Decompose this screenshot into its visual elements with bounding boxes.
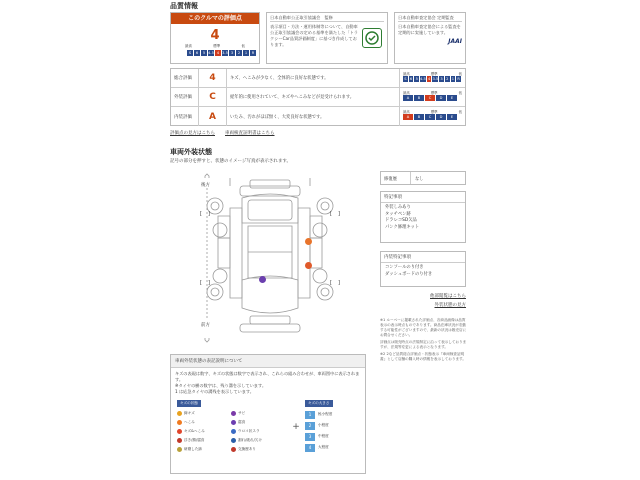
- jaai-box: [394, 12, 466, 64]
- repair-value: なし: [415, 177, 424, 182]
- bracket-right-bottom-r: ]: [338, 280, 340, 286]
- score-card: [170, 12, 260, 64]
- scale-label-high: 最高: [185, 44, 192, 48]
- legend-item: [231, 409, 285, 418]
- legend-item-label: ウロコ状スラ: [238, 429, 260, 433]
- overall-score: 4: [210, 28, 220, 43]
- section-title: 品質情報: [170, 2, 198, 10]
- grades-table: [170, 68, 466, 126]
- repair-history-box: [380, 171, 466, 185]
- legend-dot-icon: [231, 438, 236, 443]
- grade-scale-cell: 2: [446, 77, 449, 81]
- grade-row: [171, 88, 465, 107]
- score-scale: [171, 50, 259, 56]
- special-note-item: ドラレコSD欠品: [385, 218, 417, 223]
- legend-size-row: [305, 431, 355, 442]
- legend-item-label: へこみ: [184, 420, 195, 424]
- legend-size-row: [305, 409, 355, 420]
- other-view-link[interactable]: 他部閲覧はこちら: [430, 294, 466, 299]
- score-scale-cell: 1: [244, 51, 248, 55]
- exterior-subtitle: 記号の部分を押すと、状態のイメージ写真が表示されます。: [170, 159, 292, 164]
- legend-text: キズの表現は数字、キズの状態は数字で表示され、これらの組み合わせが、車両図中に表示されます。: [175, 371, 360, 382]
- score-scale-cell: R: [251, 51, 255, 55]
- legend-item-label: 研磨した跡: [184, 447, 202, 451]
- score-scale-cell: 6: [195, 51, 199, 55]
- grade-label: 総合評価: [171, 69, 199, 87]
- legend-item: [177, 427, 231, 436]
- legend-dot-icon: [177, 411, 182, 416]
- bracket-left-bottom-r: [: [330, 280, 332, 286]
- interior-notes-title: 内装特記事項: [381, 252, 465, 263]
- grade-scale-cell: A: [403, 95, 413, 101]
- grade-desc: キズ、へこみが少なく、全体的に良好な状態です。: [230, 76, 329, 81]
- inspection-report-link[interactable]: 車両検査証明書はこちら: [225, 131, 275, 136]
- rear-label: 後方: [201, 183, 210, 188]
- damage-marker[interactable]: [259, 276, 266, 283]
- bracket-left-top: [: [200, 211, 202, 217]
- grade-scale-wrap: [399, 107, 465, 126]
- grade-scale-cell: 6: [409, 77, 413, 81]
- score-scale-cell: 4: [216, 51, 220, 55]
- legend-item: [177, 418, 231, 427]
- scale-label-std: 標準: [213, 44, 221, 48]
- grade-scale: [403, 95, 462, 101]
- legend-item-label: サビ: [238, 411, 246, 415]
- jaai-title: 日本自動車査定協会 定期監査: [398, 15, 462, 22]
- association-box: [266, 12, 388, 64]
- special-notes-box: [380, 191, 466, 243]
- legend-dot-icon: [231, 411, 236, 416]
- size-badge: 3: [305, 433, 315, 441]
- score-scale-labels: [171, 44, 259, 49]
- grade-scale-cell: 3: [440, 77, 443, 81]
- grade-scale-cell: 4.5: [420, 77, 426, 81]
- legend-box: [170, 354, 366, 474]
- legend-item: [231, 436, 285, 445]
- grade-scale-cell: 3.5: [432, 77, 439, 81]
- legend-dot-icon: [177, 447, 182, 452]
- grade-scale-cell: R: [457, 77, 460, 81]
- legend-dot-icon: [231, 420, 236, 425]
- association-title: 日本自動車公正取引協議会 監修: [270, 15, 384, 22]
- legend-tag-size: キズの大きさ: [305, 400, 333, 407]
- legend-item-label: 腐食: [238, 420, 246, 424]
- size-label: 大程度: [318, 445, 329, 449]
- grade-scale-cell: E: [447, 95, 457, 101]
- size-label: 中程度: [318, 434, 329, 438]
- car-outline: [170, 168, 370, 348]
- score-scale-cell: 5: [202, 51, 206, 55]
- grade-scale-label-low: 低: [458, 91, 462, 95]
- special-note-item: パンク修理キット: [385, 224, 420, 230]
- grade-scale-label-std: 標準: [430, 91, 438, 95]
- special-notes-title: 特記事項: [381, 192, 465, 203]
- legend-dot-icon: [231, 429, 236, 434]
- grade-scale-cell: E: [447, 114, 457, 120]
- score-scale-cell: 2: [237, 51, 241, 55]
- legend-item: [231, 418, 285, 427]
- grade-label: 外装評価: [171, 88, 199, 106]
- grade-scale-label-high: 最高: [403, 72, 410, 76]
- legend-item-label: 割れ/破れ/欠け: [238, 438, 262, 442]
- exterior-howto-link[interactable]: 外装状態の見方: [434, 303, 466, 308]
- legend-tag-status: キズの状態: [177, 400, 201, 407]
- legend-item-label: 浮き/錆/腐食: [184, 438, 205, 442]
- score-card-header: このクルマの評価点: [171, 13, 259, 24]
- legend-text: 1 は応急タイヤの溝残を表示しています。: [175, 389, 254, 394]
- eval-howto-link[interactable]: 評価点の見方はこちら: [170, 131, 215, 136]
- size-badge: 2: [305, 422, 315, 430]
- footnote: ※1 ルーペーに掲載された評価点、各商品画像は品質表示の表示時点ものであります。商品在庫状況が変動する可能性がございますので、最新の状況は販売店にお問合せください。: [380, 318, 467, 337]
- grade-scale-wrap: [399, 69, 465, 87]
- grade-desc: 経年的に使用されていて、キズやへこみなどが見受けられます。: [230, 95, 355, 100]
- interior-note-item: コンソールのり付き: [385, 265, 424, 270]
- legend-item-label: 交換歴あり: [238, 447, 256, 451]
- legend-item: [177, 409, 231, 418]
- legend-item: [177, 445, 231, 454]
- grade-value: 4: [199, 69, 227, 87]
- association-logo-icon: [362, 28, 382, 48]
- grade-scale-label-std: 標準: [430, 110, 438, 114]
- footnotes: [380, 318, 468, 362]
- legend-dot-icon: [177, 420, 182, 425]
- grade-scale-cell: D: [436, 95, 446, 101]
- grade-scale-cell: B: [414, 95, 424, 101]
- grade-scale-label-low: 低: [458, 72, 462, 76]
- grade-scale-cell: S: [404, 77, 407, 81]
- legend-item: [177, 436, 231, 445]
- grade-scale-cell: A: [403, 114, 413, 120]
- grade-scale: [403, 76, 462, 82]
- scale-label-low: 低: [241, 44, 245, 48]
- interior-note-item: ダッシュボードのり付き: [385, 271, 433, 277]
- grade-value: C: [199, 88, 227, 106]
- jaai-text: 日本自動車査定協会による監査を定期的に実施しています。: [398, 24, 461, 35]
- size-label: 極小程度: [318, 412, 333, 416]
- grade-row: [171, 107, 465, 126]
- size-badge: 1: [305, 411, 315, 419]
- legend-size-row: [305, 442, 355, 453]
- plus-sign: +: [292, 422, 300, 432]
- score-scale-cell: 3.5: [222, 51, 228, 55]
- bracket-right-top-r: ]: [338, 211, 340, 217]
- legend-item-label: 線キズ: [184, 411, 195, 415]
- score-scale-cell: S: [188, 51, 192, 55]
- special-note-item: 外装しみあり: [385, 205, 411, 210]
- grade-scale-cell: D: [436, 114, 446, 120]
- legend-dot-icon: [177, 438, 182, 443]
- association-text: 表示項目・方法・運用体制等について、自動車公正取引協議会の定める基準を満たした「トラクシーCar品質評価制度」に基づき作成しております。: [270, 24, 358, 47]
- size-badge: 4: [305, 444, 315, 452]
- grade-desc: いたみ、汚れがほぼ無く、大変良好な状態です。: [230, 114, 325, 120]
- bracket-right-top: ]: [208, 211, 210, 217]
- legend-size-row: [305, 420, 355, 431]
- footnote: ※2 2など品質総合評価点・状態表示『車両検査証明書』として店舗の購入時の情報を表示しております。: [380, 352, 466, 361]
- grade-scale-label-high: 最高: [403, 91, 410, 95]
- grade-scale-cell: C: [425, 95, 435, 101]
- repair-label: 修復歴: [381, 172, 411, 184]
- legend-dot-icon: [231, 447, 236, 452]
- bracket-left-top-r: [: [330, 211, 332, 217]
- legend-item: [231, 427, 285, 436]
- grade-value: A: [199, 107, 227, 126]
- size-label: 小程度: [318, 423, 329, 427]
- score-scale-cell: 4.5: [208, 51, 214, 55]
- interior-notes-box: [380, 251, 466, 287]
- grade-scale-cell: C: [425, 114, 435, 120]
- special-note-item: タッチペン跡: [385, 211, 411, 217]
- exterior-title: 車両外装状態: [170, 148, 212, 156]
- grade-label: 内装評価: [171, 107, 199, 126]
- grade-scale-label-high: 最高: [403, 110, 410, 114]
- grade-scale-wrap: [399, 88, 465, 106]
- legend-text: ※タイヤの横の数字は、残り溝を示しています。: [175, 383, 267, 388]
- bracket-right-bottom: ]: [208, 280, 210, 286]
- legend-dot-icon: [177, 429, 182, 434]
- grade-scale-cell: 1: [451, 77, 455, 81]
- grade-scale-cell: 4: [427, 77, 431, 81]
- legend-item: [231, 445, 285, 454]
- jaai-logo: JAAI: [448, 38, 462, 45]
- legend-item-label: キズ&ヘこみ: [184, 429, 205, 433]
- grade-scale-label-std: 標準: [430, 72, 438, 76]
- front-label: 前方: [201, 323, 210, 328]
- grade-row: [171, 69, 465, 88]
- damage-marker[interactable]: [305, 238, 312, 245]
- grade-scale-cell: B: [414, 114, 424, 120]
- footnote: 評価点は販売時点の法規制定に沿って表示しておりますが、法規等変更による表示となります。: [380, 340, 467, 349]
- car-diagram: [170, 168, 370, 348]
- bracket-left-bottom: [: [200, 280, 202, 286]
- score-scale-cell: 3: [230, 51, 234, 55]
- legend-title: 車両外装状態の表記説明について: [171, 355, 365, 368]
- grade-scale-label-low: 低: [458, 110, 462, 114]
- grade-scale-cell: 5: [415, 77, 418, 81]
- damage-marker[interactable]: [305, 262, 312, 269]
- grade-scale: [403, 114, 462, 120]
